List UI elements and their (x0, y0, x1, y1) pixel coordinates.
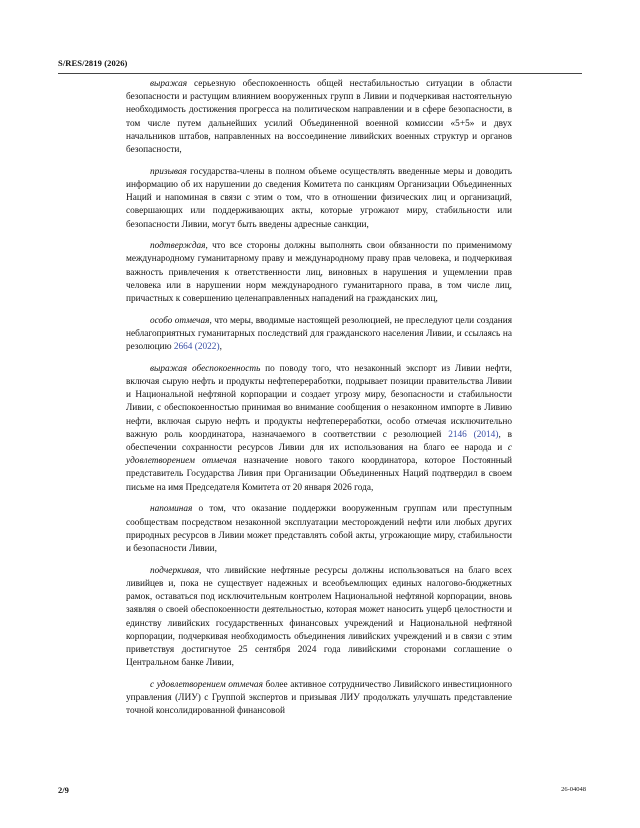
header-rule (58, 73, 582, 74)
paragraph-tail-secondary: назначение нового такого координатора, которое Постоянный представитель Государства Ливия при Организации Объединенных Наций подтвердил в своем письме на имя Председателя Комитета от 20 января 2026 года, (126, 456, 512, 493)
paragraph-lead: напоминая (150, 504, 193, 515)
paragraph-text: по поводу того, что незаконный экспорт из Ливии нефти, включая сырую нефть и продукты нефтепереработки, подрывает позиции правительства Ливии и Национальной нефтяной корпорации и создает угрозу миру, безопасности и стабильности Ливии, с обеспокоенностью принимая во внимание сообщения о незаконном импорте в Ливию нефти, включая сырую нефть и продукты нефтепереработки, особо отмечая исключительно важную роль координатора, назначаемого в соответствии с резолюцией (126, 363, 512, 440)
paragraph-oil-export (126, 363, 512, 495)
paragraph-calling-upon (126, 166, 512, 232)
paragraph-recalling (126, 503, 512, 556)
document-symbol: S/RES/2819 (2026) (58, 58, 128, 68)
paragraph-welcoming (126, 679, 512, 719)
paragraph-lead: особо отмечая, (150, 315, 212, 326)
paragraph-expressing-concern (126, 78, 512, 157)
resolution-link[interactable]: 2664 (2022) (173, 342, 220, 353)
paragraph-text: что все стороны должны выполнять свои обязанности по применимому международному гуманитарному праву и международному праву прав человека, и подчеркивая важность привлечения к ответственности лиц, виновных в нарушения и ущемлении прав человека или в нарушении норм международного гуманитарного права, в том числе лиц, причастных к совершению целенаправленных нападений на гражданских лиц, (126, 241, 512, 305)
paragraph-reaffirming (126, 240, 512, 306)
paragraph-lead: призывая (150, 166, 187, 177)
paragraph-lead: выражая обеспокоенность (150, 363, 261, 374)
paragraph-text: более активное сотрудничество Ливийского инвестиционного управления (ЛИУ) с Группой экспертов и призывая ЛИУ продолжать улучшать представление точной консолидированной финансовой (126, 679, 512, 717)
paragraph-text: о том, что оказание поддержки вооруженным группам или преступным сообществам посредством незаконной эксплуатации месторождений нефти или любых других природных ресурсов в Ливии может представлять собой акты, угрожающие миру, стабильности и безопасности Ливии, (126, 504, 512, 554)
document-code: 26-04048 (561, 786, 586, 793)
paragraph-lead: с удовлетворением отмечая (150, 679, 263, 690)
paragraph-lead: подтверждая, (150, 241, 208, 252)
paragraph-tail: , в обеспечении сохранности ресурсов Ливии для их использования на благо ее народа и (126, 429, 512, 454)
paragraph-text: серьезную обеспокоенность общей нестабильностью ситуации в области безопасности и растущим влиянием вооруженных групп в Ливии и подчеркивая настоятельную необходимость достижения прогресса на политическом направлении и в сфере безопасности, в том числе путем дальнейших усилий Объединенной военной комиссии «5+5» и двух начальников штабов, направленных на воссоединение ливийских военных структур и органов безопасности, (126, 79, 512, 156)
paragraph-text: что ливийские нефтяные ресурсы должны использоваться на благо всех ливийцев и, пока не существует надежных и всеобъемлющих единых налогово-бюджетных рамок, оставаться под исключительным контролем Национальной нефтяной корпорации, вновь заявляя о своей обеспокоенности деятельностью, которая может наносить ущерб целостности и единству ливийских государственных финансовых учреждений и Национальной нефтяной корпорации, подчеркивая необходимость объединения ливийских учреждений и в связи с этим приветствуя достигнутое 25 сентября 2024 года ливийскими сторонами соглашение о Центральном банке Ливии, (126, 565, 512, 669)
page-number: 2/9 (58, 785, 69, 795)
paragraph-text: что меры, вводимые настоящей резолюцией, не преследуют цели создания неблагоприятных гуманитарных последствий для гражданского населения Ливии, и ссылаясь на резолюцию (126, 315, 512, 353)
paragraph-tail: , (219, 342, 222, 353)
paragraph-underlining (126, 565, 512, 671)
paragraph-lead-secondary: с удовлетворением отмечая (126, 443, 512, 467)
paragraph-text: государства-члены в полном объеме осуществлять введенные меры и доводить информацию об их нарушении до сведения Комитета по санкциям Организации Объединенных Наций и напоминая в связи с этим о том, что в отношении физических лиц и организаций, совершающих или поддерживающих акты, которые угрожают миру, стабильности или безопасности Ливии, могут быть введены адресные санкции, (126, 166, 512, 230)
paragraph-lead: подчеркивая, (150, 565, 202, 576)
paragraph-lead: выражая (150, 79, 188, 89)
paragraph-noting (126, 315, 512, 355)
resolution-link[interactable]: 2146 (2014) (448, 429, 499, 440)
document-body (126, 78, 512, 727)
